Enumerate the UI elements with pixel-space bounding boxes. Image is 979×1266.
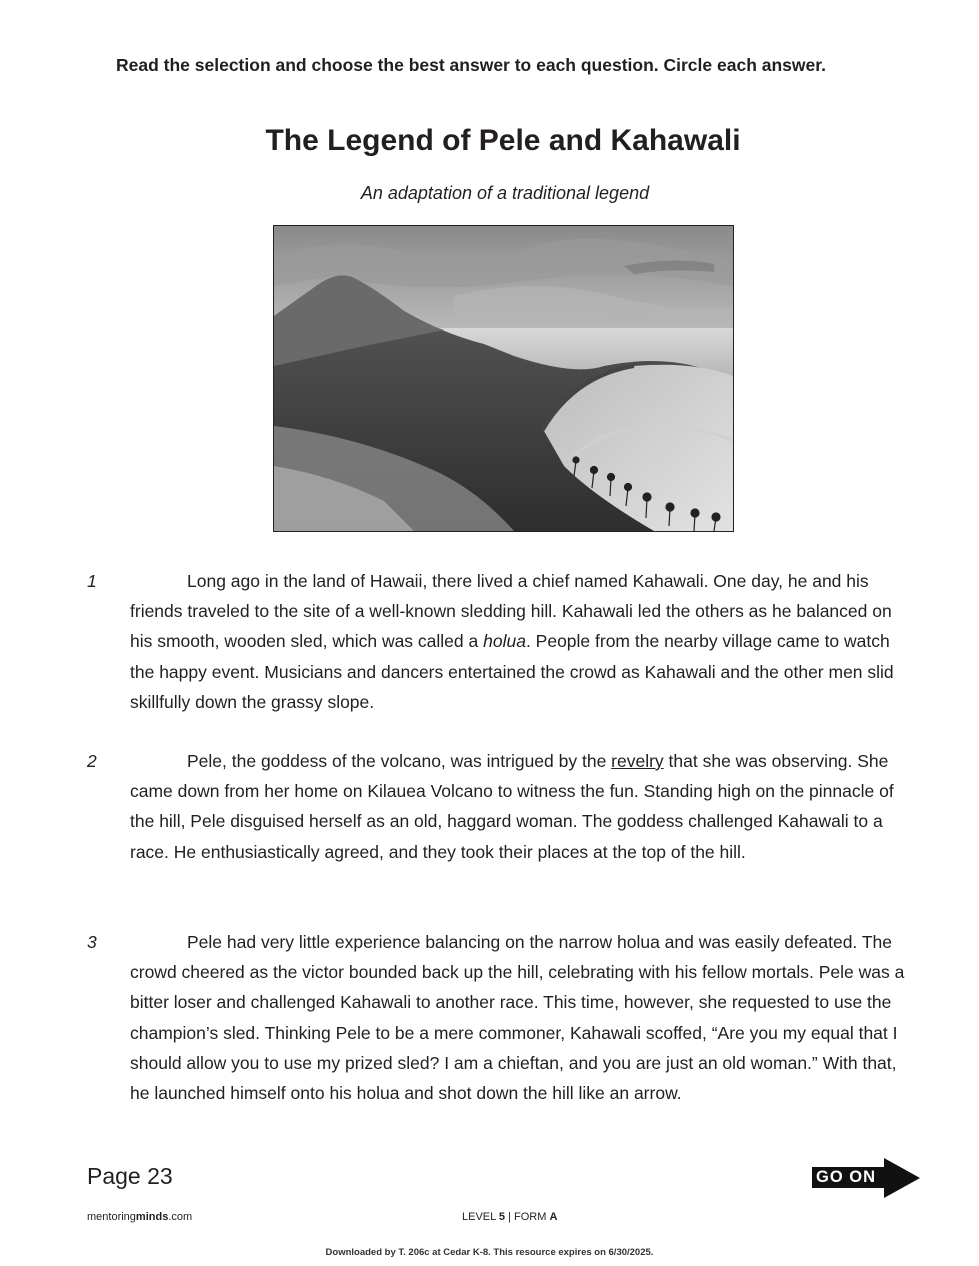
passage-title: The Legend of Pele and Kahawali [265,124,741,157]
level-form-label: LEVEL 5 | FORM A [462,1211,558,1223]
go-on-indicator [812,1158,922,1198]
vocabulary-revelry: revelry [611,751,664,771]
paragraph-text: Long ago in the land of Hawaii, there lived a chief named Kahawali. One day, he and his friends traveled to the site of a well-known sledding hill. Kahawali led the others as he balanced on his smooth, wooden sled, which was called a holua. People from the nearby village came to watch the happy event. Musicians and dancers entertained the crowd as Kahawali and the other men slid skillfully down the grassy slope. [130,571,894,712]
publisher-site: mentoringminds.com [87,1211,193,1223]
volcanic-crater-coastline-photo [273,225,734,532]
landscape-photo-icon [274,226,733,531]
page-number: Page 23 [87,1163,173,1189]
paragraph-number: 1 [87,571,97,591]
instructions: Read the selection and choose the best answer to each question. Circle each answer. [116,55,826,75]
passage-subtitle: An adaptation of a traditional legend [360,183,650,203]
download-notice: Downloaded by T. 206c at Cedar K-8. This resource expires on 6/30/2025. [325,1247,654,1258]
vocabulary-holua: holua [483,631,526,652]
paragraph-number: 3 [87,932,97,952]
paragraph-text: Pele had very little experience balancing on the narrow holua and was easily defeated. The crowd cheered as the victor bounded back up the hill, celebrating with his fellow mortals. Pele was a bitter loser and challenged Kahawali to another race. This time, however, she requested to use the champion’s sled. Thinking Pele to be a mere commoner, Kahawali scoffed, “Are you my equal that I should allow you to use my prized sled? I am a chieftan, and you are just an old woman.” With that, he launched himself onto his holua and shot down the hill like an arrow. [130,932,905,1104]
paragraph-number: 2 [87,751,97,771]
paragraph-text: Pele, the goddess of the volcano, was intrigued by the revelry that she was observing. She came down from her home on Kilauea Volcano to witness the fun. Standing high on the pinnacle of the hill, Pele disguised herself as an old, haggard woman. The goddess challenged Kahawali to a race. He enthusiastically agreed, and they took their places at the top of the hill. [130,751,894,862]
go-on-label: GO ON [816,1168,877,1186]
